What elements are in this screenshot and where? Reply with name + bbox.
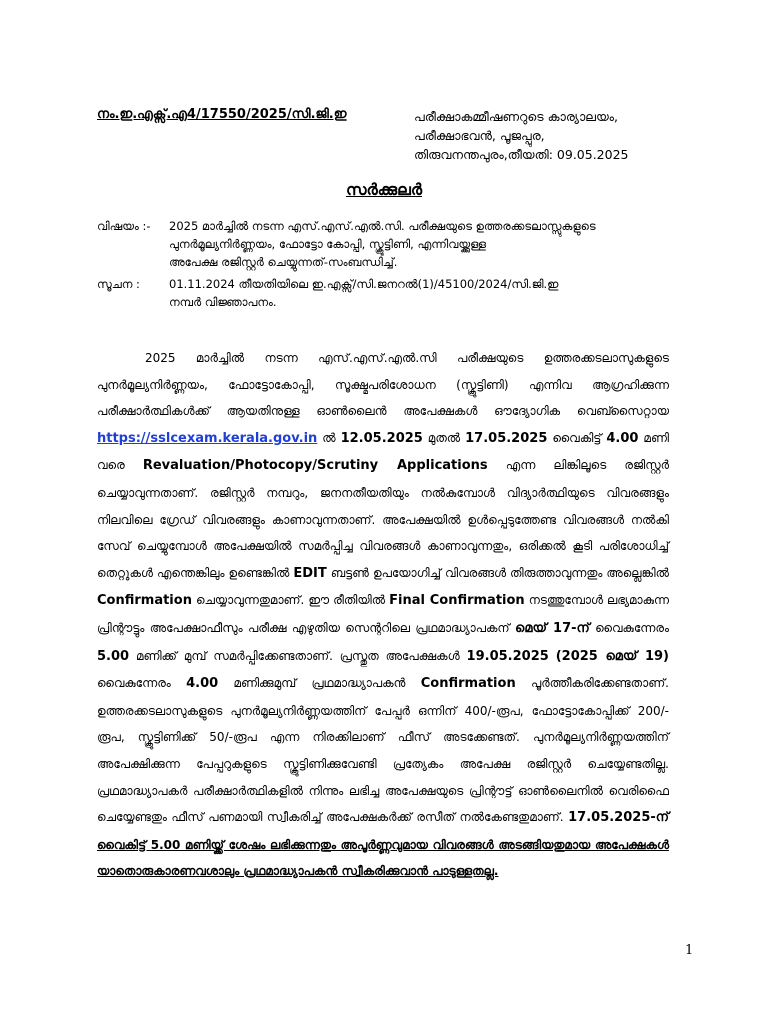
- body-text-14: മണിക്കുമുമ്പ് പ്രഥമാദ്ധ്യാപകൻ: [218, 676, 421, 691]
- body-text-1: 2025 മാർച്ചിൽ നടന്ന എസ്.എസ്.എൽ.സി പരീക്ഷയുടെ ഉത്തരക്കടലാസുകളുടെ പുനർമൂല്യനിർണ്ണയം, ഫോട്ടോകോപ്പി, സൂക്ഷ്മപരിശോധന (സ്ക്രൂട്ടിണി) എന്നിവ ആഗ്രഹിക്കുന്ന പരീക്ഷാർത്ഥികൾക്ക് ആയതിനുള്ള ഓൺലൈൻ അപേക്ഷകൾ ഔദ്യോഗിക വെബ്സൈറ്റായ: [97, 351, 669, 419]
- body-text-7: ബട്ടൺ ഉപയോഗിച്ച് വിവരങ്ങൾ തിരുത്താവുന്നതും അല്ലെങ്കിൽ: [326, 565, 669, 580]
- office-line-1: പരീക്ഷാകമ്മീഷണറുടെ കാര്യാലയം,: [414, 109, 618, 124]
- title-text: സർക്കുലർ: [345, 180, 423, 199]
- document-title: [0, 180, 768, 200]
- body-text-6: എന്ന ലിങ്കിലൂടെ രജിസ്റ്റർ ചെയ്യാവുന്നതാണ്. രജിസ്റ്റർ നമ്പറും, ജനനതീയതിയും നൽകുമ്പോൾ വിദ്യാർത്ഥിയുടെ വിവരങ്ങളും നിലവിലെ ഗ്രേഡ് വിവരങ്ങളും കാണാവുന്നതാണ്. അപേക്ഷയിൽ ഉൾപ്പെടുത്തേണ്ട വിവരങ്ങൾ നൽകി സേവ് ചെയ്യുമ്പോൾ അപേക്ഷയിൽ സമർപ്പിച്ച വിവരങ്ങൾ കാണാവുന്നതും, ഒരിക്കൽ കൂടി പരിശോധിച്ച് തെറ്റുകൾ എന്തെങ്കിലും ഉണ്ടെങ്കിൽ: [97, 458, 669, 580]
- body-text-8: ചെയ്യാവുന്നതുമാണ്. ഈ രീതിയിൽ: [191, 593, 390, 608]
- body-text-5: മണി വരെ: [97, 430, 669, 473]
- subject-line-1: 2025 മാർച്ചിൽ നടന്ന എസ്.എസ്.എൽ.സി. പരീക്ഷയുടെ ഉത്തരക്കടലാസ്സുകളുടെ: [169, 219, 596, 233]
- body-text-12: [549, 649, 556, 663]
- notice-line-2: നമ്പർ വിജ്ഞാപനം.: [169, 295, 277, 309]
- subject-line-3: അപേക്ഷ രജിസ്റ്റർ ചെയ്യുന്നത്-സംബന്ധിച്ച്.: [169, 255, 398, 269]
- body-text-11: മണിക്ക് മുമ്പ് സമർപ്പിക്കേണ്ടതാണ്. പ്രസ്തുത അപേക്ഷകൾ: [129, 648, 467, 663]
- exam-website-link[interactable]: https://sslcexam.kerala.gov.in: [97, 430, 318, 446]
- end-date: 17.05.2025: [465, 430, 548, 446]
- final-warning: വൈകിട്ട് 5.00 മണിയ്ക്ക് ശേഷം ലഭിക്കുന്നതും അപൂർണ്ണവുമായ വിവരങ്ങൾ അടങ്ങിയതുമായ അപേക്ഷകൾ യാതൊരുകാരണവശാലും പ്രഥമാദ്ധ്യാപകൻ സ്വീകരിക്കുവാൻ പാടുള്ളതല്ല.: [97, 837, 669, 879]
- body-text-13: വൈകുന്നേരം: [97, 676, 187, 691]
- submission-time: 5.00: [97, 648, 130, 664]
- submission-date: മെയ് 17-ന്: [515, 620, 590, 636]
- office-address: [414, 107, 628, 164]
- confirmation-date-words: (2025 മെയ് 19): [555, 648, 669, 664]
- confirmation-date: 19.05.2025: [466, 648, 549, 664]
- office-line-date: തിരുവനന്തപുരം,തീയതി: 09.05.2025: [414, 147, 629, 162]
- office-line-2: പരീക്ഷാഭവൻ, പൂജപ്പുര,: [414, 128, 545, 143]
- circular-body: [97, 345, 669, 885]
- body-text-10: വൈകുന്നേരം: [589, 620, 669, 635]
- applications-link-name: Revaluation/Photocopy/Scrutiny Applications: [142, 458, 488, 474]
- body-text-4: വൈകിട്ട്: [547, 430, 607, 445]
- notice-label: സൂചന :: [97, 277, 140, 291]
- body-text-15: പൂർത്തീകരിക്കേണ്ടതാണ്. ഉത്തരക്കടലാസുകളുടെ പുനർമൂല്യനിർണ്ണയത്തിന് പേപ്പർ ഒന്നിന് 400/-രൂപ, ഫോട്ടോകോപ്പിക്ക് 200/-രൂപ, സ്ക്രൂട്ടിണിക്ക് 50/-രൂപ എന്ന നിരക്കിലാണ് ഫീസ് അടക്കേണ്ടത്. പുനർമൂല്യനിർണ്ണയത്തിന് അപേക്ഷിക്കുന്ന പേപ്പറുകളുടെ സ്ക്രൂട്ടിണിക്കുവേണ്ടി പ്രത്യേകം അപേക്ഷ രജിസ്റ്റർ ചെയ്യേണ്ടതില്ല. പ്രഥമാദ്ധ്യാപകർ പരീക്ഷാർത്ഥികളിൽ നിന്നും ലഭിച്ച അപേക്ഷയുടെ പ്രിന്റൗട്ട് ഓൺലൈനിൽ വെരിഫൈ ചെയ്യേണ്ടതും ഫീസ് പണമായി സ്വീകരിച്ച് അപേക്ഷകർക്ക് രസീത് നൽകേണ്ടതുമാണ്.: [97, 676, 669, 825]
- deadline-time: 4.00: [606, 430, 639, 446]
- subject-label: വിഷയം :-: [97, 219, 151, 233]
- confirmation-time: 4.00: [186, 676, 219, 692]
- subject-line-2: പുനർമൂല്യനിർണ്ണയം, ഫോട്ടോ കോപ്പി, സ്ക്രൂട്ടിണി, എന്നിവയ്ക്കുള്ള: [169, 237, 486, 251]
- final-confirmation-term: Final Confirmation: [389, 593, 525, 609]
- edit-button-name: EDIT: [293, 565, 327, 581]
- final-deadline-date: 17.05.2025-ന്: [568, 810, 669, 826]
- start-date: 12.05.2025: [340, 430, 423, 446]
- notice-line-1: 01.11.2024 തീയതിയിലെ ഇ.എക്സ്/സി.ജനറൽ(1)/45100/2024/സി.ജി.ഇ: [169, 277, 559, 291]
- body-text-2: ൽ: [317, 430, 341, 445]
- page-number: 1: [685, 943, 694, 958]
- confirmation-term-2: Confirmation: [420, 676, 516, 692]
- body-paragraph: [97, 345, 669, 885]
- reference-number: നം.ഇ.എക്സ്.എ4/17550/2025/സി.ജി.ഇ: [97, 107, 347, 122]
- body-text-3: മുതൽ: [422, 430, 466, 445]
- confirmation-term: Confirmation: [97, 593, 192, 609]
- body-text-9: നടത്തുമ്പോൾ ലഭ്യമാകുന്ന പ്രിന്റൗട്ടും അപേക്ഷാഫീസും പരീക്ഷ എഴുതിയ സെന്ററിലെ പ്രഥമാദ്ധ്യാപകന്: [97, 593, 669, 635]
